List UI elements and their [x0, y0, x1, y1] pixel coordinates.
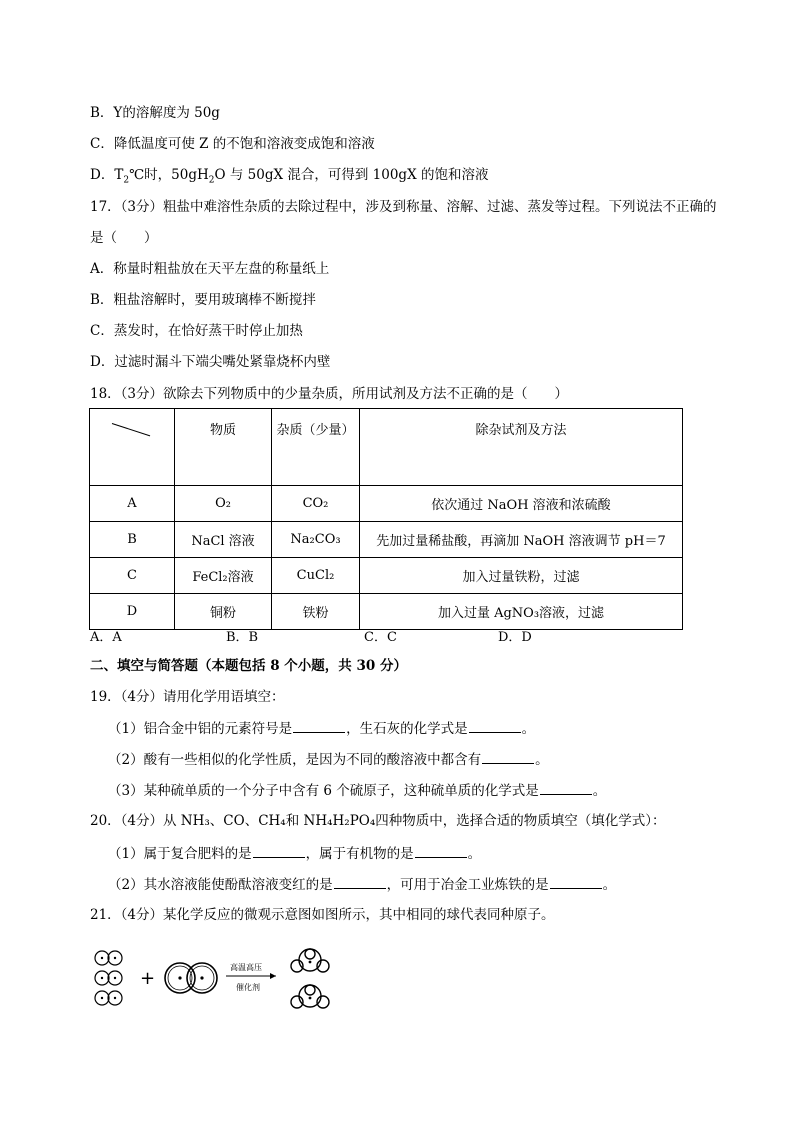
q20-part1 [108, 844, 481, 863]
answer-blank[interactable] [482, 750, 534, 764]
header-substance: 物质 [175, 409, 272, 486]
text: ，可用于冶金工业炼铁的是 [386, 877, 549, 893]
row-method: 依次通过 NaOH 溶液和浓硫酸 [360, 486, 683, 522]
q20-stem: 20．（4分）从 NH₃、CO、CH₄和 NH₄H₂PO₄四种物质中，选择合适的物质填空（填化学式）： [90, 813, 666, 829]
reaction-diagram [90, 940, 340, 1015]
row-label: C [90, 558, 175, 594]
row-method: 加入过量铁粉，过滤 [360, 558, 683, 594]
q18-table [89, 408, 683, 630]
q16-option-b: B．Y的溶解度为 50g [90, 105, 220, 121]
row-label: D [90, 594, 175, 630]
answer-blank[interactable] [540, 781, 592, 795]
q21-stem: 21．（4分）某化学反应的微观示意图如图所示，其中相同的球代表同种原子。 [90, 907, 555, 923]
q17-option-b: B．粗盐溶解时，要用玻璃棒不断搅拌 [90, 292, 316, 308]
row-substance: NaCl 溶液 [175, 522, 272, 558]
q17-stem-line1: 17．（3分）粗盐中难溶性杂质的去除过程中，涉及到称量、溶解、过滤、蒸发等过程。下列说法不正确的 [90, 199, 717, 215]
q19-part1 [108, 719, 535, 738]
answer-blank[interactable] [253, 844, 305, 858]
q17-option-c: C．蒸发时，在恰好蒸干时停止加热 [90, 323, 303, 339]
text: （2）酸有一些相似的化学性质，是因为不同的酸溶液中都含有 [108, 752, 482, 768]
row-substance: O₂ [175, 486, 272, 522]
q16-option-d-part: O 与 50gX 混合，可得到 100gX 的饱和溶液 [214, 167, 489, 183]
row-impurity: CO₂ [272, 486, 360, 522]
diagonal-header-cell [90, 409, 175, 486]
text: 。 [467, 846, 482, 862]
q19-stem: 19．（4分）请用化学用语填空： [90, 689, 285, 705]
reactant-small-molecules [95, 951, 122, 1005]
answer-blank[interactable] [550, 875, 602, 889]
row-label: A [90, 486, 175, 522]
row-substance: 铜粉 [175, 594, 272, 630]
text: 。 [521, 721, 536, 737]
text: （3）某种硫单质的一个分子中含有 6 个硫原子，这种硫单质的化学式是 [108, 783, 539, 799]
row-impurity: CuCl₂ [272, 558, 360, 594]
text: 。 [592, 783, 607, 799]
section-title: 二、填空与简答题（本题包括 8 个小题，共 30 分） [90, 658, 407, 674]
text: 。 [602, 877, 617, 893]
text: （1）属于复合肥料的是 [108, 846, 252, 862]
arrow-condition-top: 高温高压 [230, 963, 262, 972]
q16-option-d [90, 166, 488, 190]
q18-answer-b: B．B [226, 630, 259, 645]
header-method: 除杂试剂及方法 [360, 409, 683, 486]
diagonal-line [112, 423, 150, 436]
q18-answer-d: D．D [498, 630, 532, 645]
q16-option-d-sub: 2 [208, 175, 215, 186]
q18-answer-c: C．C [364, 630, 397, 645]
table-row [90, 558, 683, 594]
text: （2）其水溶液能使酚酞溶液变红的是 [108, 877, 333, 893]
q20-part2 [108, 875, 616, 894]
q17-option-d: D．过滤时漏斗下端尖嘴处紧靠烧杯内壁 [90, 354, 331, 370]
row-method: 先加过量稀盐酸，再滴加 NaOH 溶液调节 pH＝7 [360, 522, 683, 558]
row-method: 加入过量 AgNO₃溶液，过滤 [360, 594, 683, 630]
row-substance: FeCl₂溶液 [175, 558, 272, 594]
row-impurity: Na₂CO₃ [272, 522, 360, 558]
row-impurity: 铁粉 [272, 594, 360, 630]
reactant-large-molecule [165, 963, 217, 993]
table-row [90, 594, 683, 630]
table-row [90, 486, 683, 522]
arrow-condition-bottom: 催化剂 [236, 983, 260, 992]
q16-option-d-part: ℃时，50gH [129, 167, 209, 183]
text: ，生石灰的化学式是 [346, 721, 468, 737]
plus-sign: + [140, 968, 156, 989]
arrow-head-icon [270, 973, 276, 979]
text: （1）铝合金中铝的元素符号是 [108, 721, 293, 737]
q16-option-d-sub: 2 [123, 175, 130, 186]
q17-option-a: A．称量时粗盐放在天平左盘的称量纸上 [90, 261, 330, 277]
header-impurity: 杂质（少量） [272, 409, 360, 486]
text: 。 [535, 752, 549, 768]
text: ，属于有机物的是 [305, 846, 414, 862]
q16-option-c: C．降低温度可使 Z 的不饱和溶液变成饱和溶液 [90, 136, 375, 152]
q18-stem: 18．（3分）欲除去下列物质中的少量杂质，所用试剂及方法不正确的是（ ） [90, 386, 569, 402]
table-header-row [90, 409, 683, 486]
q19-part3 [108, 781, 606, 800]
q17-stem-line2: 是（ ） [90, 230, 158, 246]
answer-blank[interactable] [334, 875, 386, 889]
product-molecule [291, 985, 329, 1008]
q18-answer-a: A．A [90, 630, 122, 645]
row-label: B [90, 522, 175, 558]
answer-blank[interactable] [415, 844, 467, 858]
answer-blank[interactable] [293, 719, 345, 733]
q16-option-d-part: D．T [90, 167, 124, 183]
q19-part2 [108, 750, 549, 769]
table-row [90, 522, 683, 558]
product-molecule [291, 949, 329, 972]
answer-blank[interactable] [469, 719, 521, 733]
